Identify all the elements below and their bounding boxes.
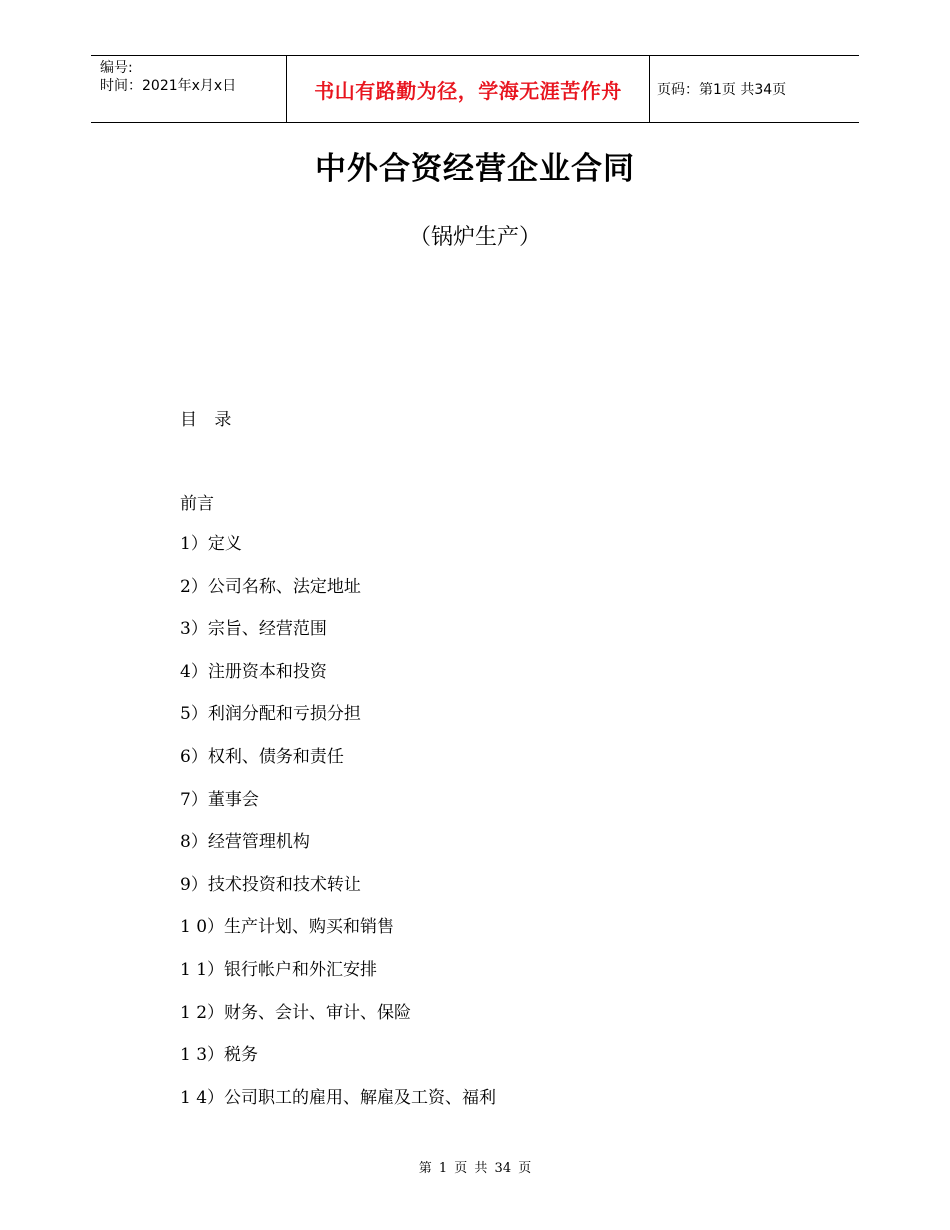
document-title: 中外合资经营企业合同 — [315, 151, 635, 187]
toc-item: 5）利润分配和亏损分担 — [180, 704, 361, 725]
toc-item: 1 1）银行帐户和外汇安排 — [180, 959, 378, 980]
header-meta — [100, 59, 285, 95]
toc-item: 1 4）公司职工的雇用、解雇及工资、福利 — [180, 1087, 497, 1108]
document-time-label: 时间：2021年x月x日 — [100, 78, 237, 94]
toc-item: 4）注册资本和投资 — [180, 661, 327, 682]
toc-item: 2）公司名称、法定地址 — [180, 576, 361, 597]
toc-item: 9）技术投资和技术转让 — [180, 874, 361, 895]
header-page-label: 页码：第1页 共34页 — [657, 82, 787, 98]
table-of-contents — [180, 532, 496, 1128]
page-header — [91, 55, 859, 123]
toc-item: 1 0）生产计划、购买和销售 — [180, 917, 395, 938]
toc-item: 7）董事会 — [180, 789, 259, 810]
page-footer: 第 1 页 共 34 页 — [418, 1161, 532, 1176]
toc-item: 6）权利、债务和责任 — [180, 746, 344, 767]
header-motto: 书山有路勤为径，学海无涯苦作舟 — [286, 56, 650, 122]
document-number-label: 编号: — [100, 60, 133, 76]
document-subtitle: （锅炉生产） — [408, 225, 541, 250]
toc-heading: 目 录 — [180, 410, 238, 430]
toc-item: 1）定义 — [180, 534, 242, 554]
toc-item: 3）宗旨、经营范围 — [180, 619, 327, 640]
toc-item: 8）经营管理机构 — [180, 832, 310, 853]
toc-item: 1 2）财务、会计、审计、保险 — [180, 1002, 412, 1023]
toc-preface: 前言 — [180, 494, 214, 514]
toc-item: 1 3）税务 — [180, 1045, 259, 1066]
